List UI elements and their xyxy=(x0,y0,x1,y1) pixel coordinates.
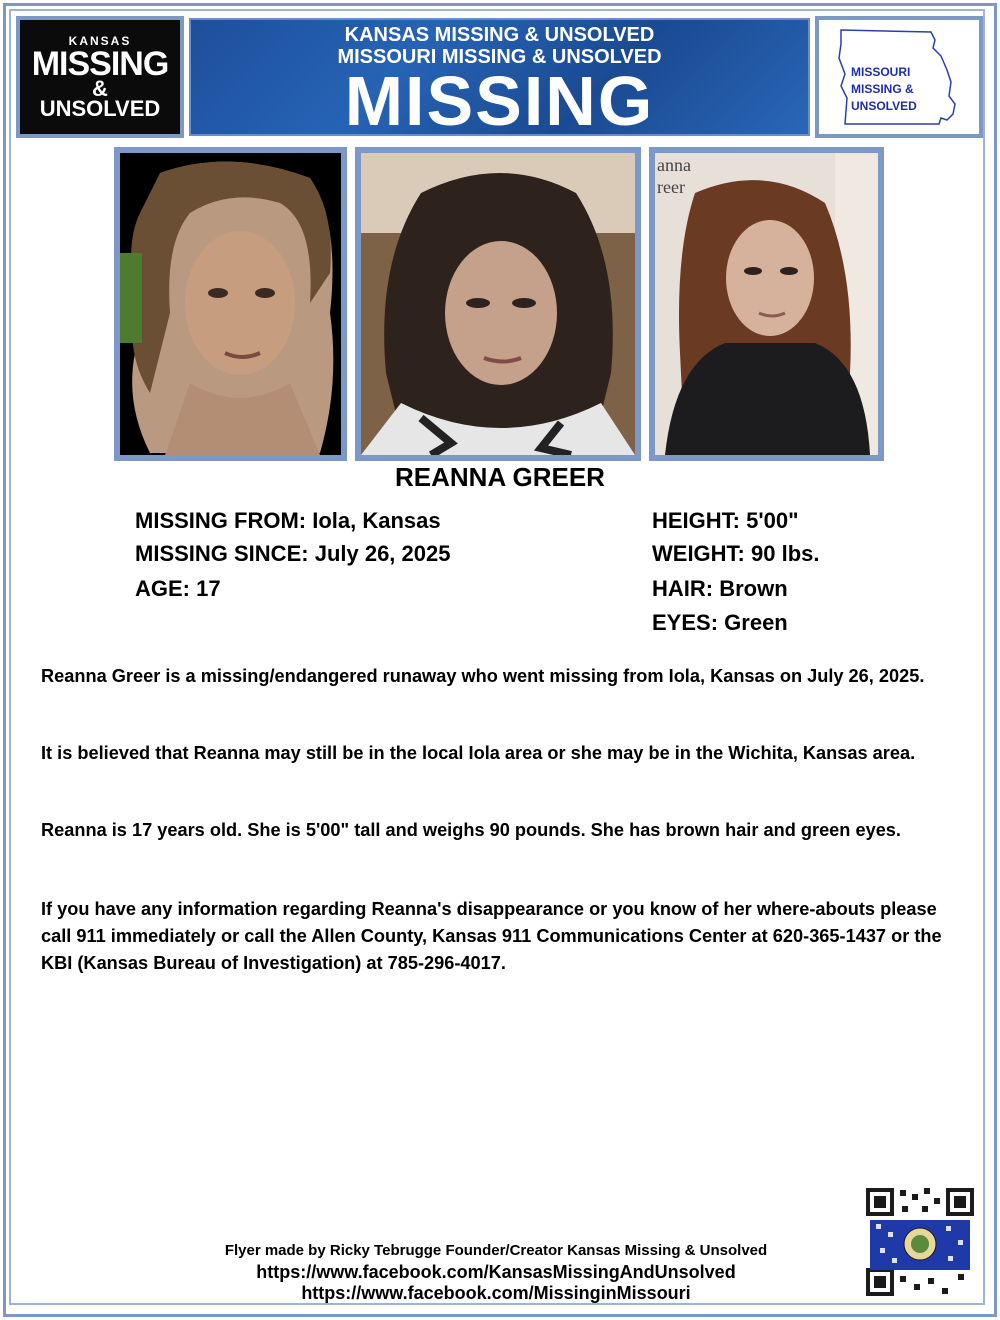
logo-kansas-text: KANSAS xyxy=(68,34,132,48)
missing-person-name: REANNA GREER xyxy=(395,462,605,492)
facebook-link-missouri[interactable]: https://www.facebook.com/MissinginMissouri xyxy=(301,1283,691,1303)
weight-label: WEIGHT: xyxy=(652,541,745,566)
eyes-row xyxy=(652,610,788,636)
banner-title: MISSING xyxy=(344,62,655,140)
height-row xyxy=(652,508,799,534)
missing-from-label: MISSING FROM: xyxy=(135,508,307,533)
logo-missing-text: MISSING xyxy=(31,45,169,83)
age-row xyxy=(135,576,221,602)
missing-from-value: Iola, Kansas xyxy=(312,508,441,533)
missouri-logo-line3: UNSOLVED xyxy=(851,99,917,113)
age-label: AGE: xyxy=(135,576,190,601)
flyer-credit: Flyer made by Ricky Tebrugge Founder/Creator Kansas Missing & Unsolved xyxy=(224,1242,768,1259)
missing-person-photo-1 xyxy=(120,153,341,455)
weight-row xyxy=(652,541,820,567)
logo-unsolved-text: UNSOLVED xyxy=(39,96,161,121)
missing-since-label: MISSING SINCE: xyxy=(135,541,309,566)
missing-banner xyxy=(189,18,810,140)
banner-line-kansas: KANSAS MISSING & UNSOLVED xyxy=(344,24,655,46)
hair-row xyxy=(652,576,788,602)
photo-frame-1 xyxy=(114,147,347,461)
qr-code[interactable] xyxy=(862,1184,978,1300)
description-paragraph-1: Reanna Greer is a missing/endangered runaway who went missing from Iola, Kansas on July 26, 2025. xyxy=(41,666,925,686)
missouri-logo-line2: MISSING & xyxy=(851,82,914,96)
svg-text:reer: reer xyxy=(657,177,685,197)
banner-line-missouri: MISSOURI MISSING & UNSOLVED xyxy=(337,46,662,68)
photo-frame-2 xyxy=(355,147,641,461)
missing-person-photo-2 xyxy=(361,153,635,455)
contact-paragraph: If you have any information regarding Reanna's disappearance or you know of her where-abouts please call 911 immediately or call the Allen County, Kansas 911 Communications Center at 620-365-1437 or the KBI (Kansas Bureau of Investigation) at 785-296-4017. xyxy=(41,899,942,973)
hair-label: HAIR: xyxy=(652,576,714,601)
description-paragraph-2: It is believed that Reanna may still be in the local Iola area or she may be in the Wichita, Kansas area. xyxy=(41,743,916,763)
description-paragraph-3: Reanna is 17 years old. She is 5'00" tall and weighs 90 pounds. She has brown hair and green eyes. xyxy=(41,820,901,840)
eyes-value: Green xyxy=(724,610,788,635)
hair-value: Brown xyxy=(719,576,788,601)
logo-ampersand: & xyxy=(92,76,108,101)
missing-person-photo-3 xyxy=(655,153,878,455)
weight-value: 90 lbs. xyxy=(751,541,820,566)
height-label: HEIGHT: xyxy=(652,508,740,533)
missouri-missing-unsolved-logo xyxy=(815,16,983,138)
age-value: 17 xyxy=(196,576,221,601)
height-value: 5'00" xyxy=(746,508,799,533)
kansas-missing-unsolved-logo xyxy=(16,16,184,138)
missouri-logo-text xyxy=(851,64,917,115)
eyes-label: EYES: xyxy=(652,610,719,635)
missing-since-value: July 26, 2025 xyxy=(314,541,451,566)
svg-text:anna: anna xyxy=(657,155,691,175)
missing-from-row xyxy=(135,508,441,534)
facebook-link-kansas[interactable]: https://www.facebook.com/KansasMissingAndUnsolved xyxy=(256,1262,736,1282)
missing-since-row xyxy=(135,541,450,567)
missouri-logo-line1: MISSOURI xyxy=(851,65,911,79)
photo-frame-3 xyxy=(649,147,884,461)
